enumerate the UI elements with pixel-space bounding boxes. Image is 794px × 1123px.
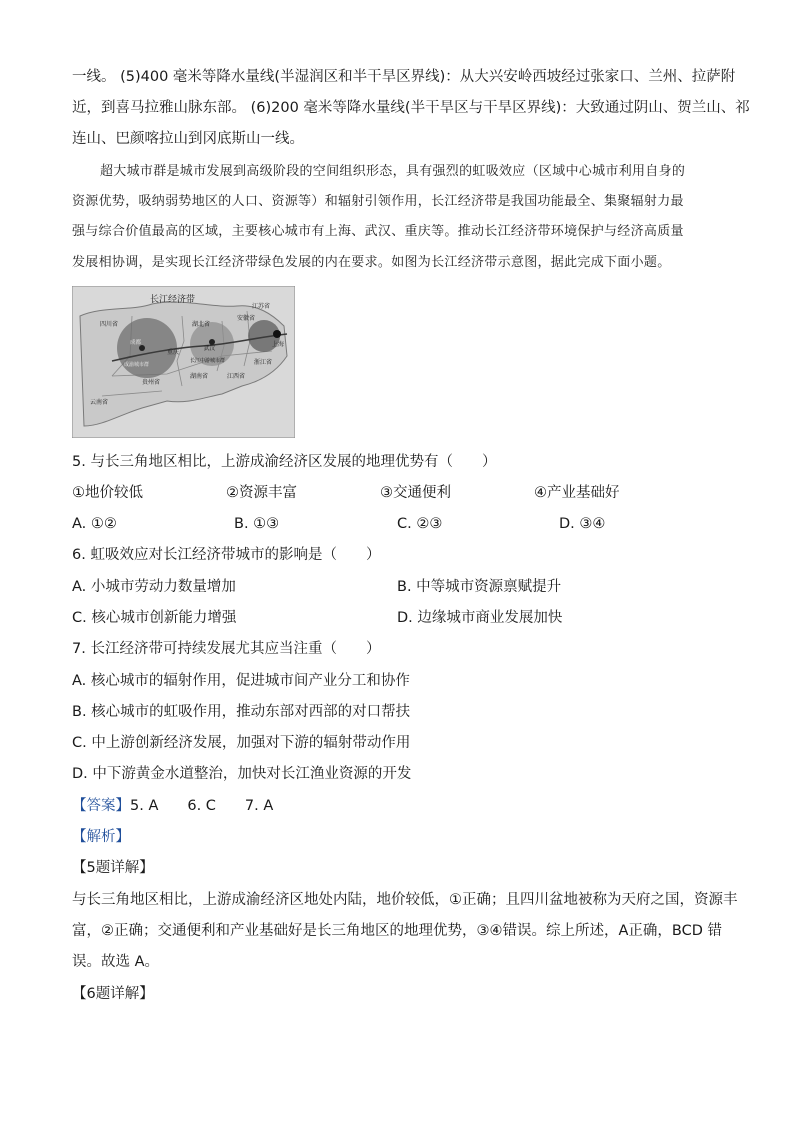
city-label: 武汉 <box>204 346 216 352</box>
question-item: ④产业基础好 <box>534 485 620 501</box>
text-line: 一线。 (5)400 毫米等降水量线(半湿润区和半干旱区界线)：从大兴安岭西坡经过张家口、兰州、拉萨附 <box>72 69 736 85</box>
province-label: 江苏省 <box>252 304 271 310</box>
answer-label: 【答案】 <box>72 798 130 814</box>
detail-heading: 【6题详解】 <box>72 986 154 1002</box>
question-item: ③交通便利 <box>380 485 451 501</box>
city-label: 成都 <box>130 340 142 346</box>
passage-line: 发展相协调，是实现长江经济带绿色发展的内在要求。如图为长江经济带示意图，据此完成下面小题。 <box>72 255 671 270</box>
passage-line: 强与综合价值最高的区域，主要核心城市有上海、武汉、重庆等。推动长江经济带环境保护与经济高质量 <box>72 224 684 239</box>
answer-option: C. 核心城市创新能力增强 <box>72 610 237 626</box>
province-label: 浙江省 <box>254 360 273 366</box>
answer-option: B. 核心城市的虹吸作用，推动东部对西部的对口帮扶 <box>72 704 411 720</box>
text-line: 连山、巴颜喀拉山到冈底斯山一线。 <box>72 131 304 147</box>
detail-line: 与长三角地区相比，上游成渝经济区地处内陆，地价较低，①正确；且四川盆地被称为天府之国，资源丰 <box>72 892 738 908</box>
city-label: 长江中游城市群 <box>190 358 226 364</box>
question-item: ②资源丰富 <box>226 485 297 501</box>
province-label: 上海 <box>272 342 285 348</box>
answer-option: A. 核心城市的辐射作用，促进城市间产业分工和协作 <box>72 673 410 689</box>
chengyu-cluster-circle <box>117 318 180 378</box>
answer-line <box>72 796 273 816</box>
answer-option: C. ②③ <box>397 516 443 532</box>
question-stem: 6. 虹吸效应对长江经济带城市的影响是（ ） <box>72 547 381 563</box>
question-item: ①地价较低 <box>72 485 143 501</box>
answer-option: C. 中上游创新经济发展，加强对下游的辐射带动作用 <box>72 735 411 751</box>
detail-heading: 【5题详解】 <box>72 860 154 876</box>
question-stem: 5. 与长三角地区相比，上游成渝经济区发展的地理优势有（ ） <box>72 454 497 470</box>
passage-line: 资源优势，吸纳弱势地区的人口、资源等）和辐射引领作用，长江经济带是我国功能最全、集聚辐射力最 <box>72 194 684 209</box>
analysis-label: 【解析】 <box>72 829 130 845</box>
passage-line: 超大城市群是城市发展到高级阶段的空间组织形态，具有强烈的虹吸效应（区域中心城市利用自身的 <box>100 164 686 179</box>
shanghai-dot <box>273 330 281 338</box>
answer-option: D. ③④ <box>559 516 606 532</box>
detail-line: 误。故选 A。 <box>72 954 160 970</box>
province-label: 四川省 <box>100 322 119 328</box>
answer-option: B. 中等城市资源禀赋提升 <box>397 579 562 595</box>
province-label: 湖南省 <box>190 374 209 380</box>
question-stem: 7. 长江经济带可持续发展尤其应当注重（ ） <box>72 641 381 657</box>
answer-option: A. 小城市劳动力数量增加 <box>72 579 236 595</box>
yangtze-economic-belt-map <box>72 286 295 438</box>
answer-option: D. 中下游黄金水道整治，加快对长江渔业资源的开发 <box>72 766 412 782</box>
province-label: 重庆 <box>167 350 180 356</box>
province-label: 湖北省 <box>192 322 211 328</box>
province-label: 安徽省 <box>237 316 256 322</box>
map-title: 长江经济带 <box>150 294 196 304</box>
province-label: 云南省 <box>90 400 109 406</box>
province-label: 贵州省 <box>142 380 161 386</box>
detail-line: 富，②正确；交通便利和产业基础好是长三角地区的地理优势，③④错误。综上所述，A正确，BCD 错 <box>72 923 723 939</box>
text-line: 近，到喜马拉雅山脉东部。 (6)200 毫米等降水量线(半干旱区与干旱区界线)：大致通过阴山、贺兰山、祁 <box>72 100 750 116</box>
city-label: 成渝城市群 <box>124 362 150 368</box>
answer-option: D. 边缘城市商业发展加快 <box>397 610 563 626</box>
answer-text: 5. A 6. C 7. A <box>130 798 274 814</box>
answer-option: A. ①② <box>72 516 117 532</box>
province-label: 江西省 <box>227 374 246 380</box>
answer-option: B. ①③ <box>234 516 280 532</box>
